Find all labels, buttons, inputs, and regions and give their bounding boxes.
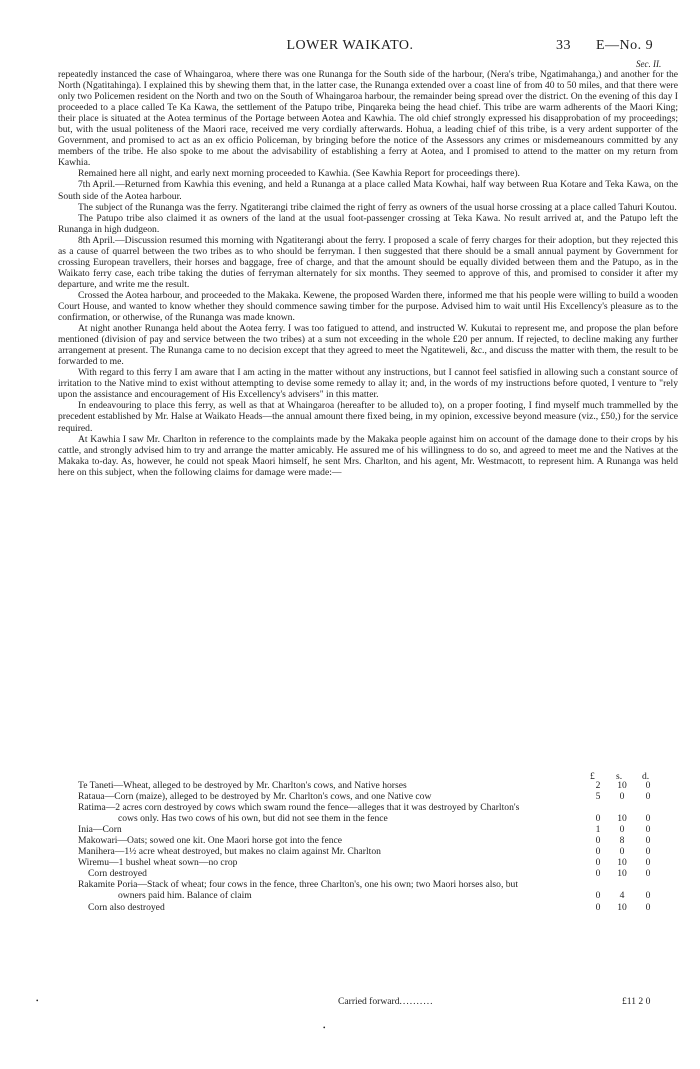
claim-shillings: 10 — [617, 813, 627, 825]
claim-pounds: 0 — [595, 890, 601, 902]
claim-pounds: 0 — [595, 813, 601, 825]
paragraph: At night another Runanga held about the Aotea ferry. I was too fatigued to attend, and instructed W. Kukutai to represent me, and propose the plan before mentioned (division of pay and service between the two tribes) at a sum not exceeding in the whole £20 per annum. If rejected, to decline making any further arrangement at present. The Runanga came to no decision except that they agreed to meet the Ngatiteweli, &c., and discuss the matter with them, the result to be forwarded to me. — [58, 323, 678, 368]
claim-description: Wiremu—1 bushel wheat sown—no crop — [78, 857, 238, 869]
document-reference: E—No. 9 — [596, 38, 654, 53]
bullet-mark: • — [36, 997, 39, 1005]
claim-description: Manihera—1½ acre wheat destroyed, but makes no claim against Mr. Charlton — [78, 846, 381, 858]
paragraph: Crossed the Aotea harbour, and proceeded to the Makaka. Kewene, the proposed Warden there, informed me that his people were willing to build a wooden Court House, and wanted to know whether they should commence sawing timber for the purpose. Advised him to wait until His Excellency's pleasure as to the confirmation, or otherwise, of the Runanga was made known. — [58, 289, 678, 324]
paragraph: The Patupo tribe also claimed it as owners of the land at the usual foot-passenger crossing at Teka Kawa. No result arrived at, and the Patupo left the Runanga in high dudgeon. — [58, 212, 678, 235]
claim-row — [58, 835, 678, 846]
shillings-header: s. — [616, 771, 623, 782]
claim-pence: 0 — [645, 780, 651, 791]
page-number: 33 — [556, 38, 571, 53]
paragraph: At Kawhia I saw Mr. Charlton in reference to the complaints made by the Makaka people against him on account of the damage done to their crops by his cattle, and strongly advised him to try and arrange the matter amicably. He assured me of his willingness to do so, and agreed to meet me and the Natives at the Makaka to-day. As, however, he could not speak Maori himself, he sent Mrs. Charlton, and his agent, Mr. Westmacott, to represent him. A Runanga was held here on this subject, when the following claims for damage were made:— — [58, 433, 678, 478]
pence-header: d. — [642, 771, 650, 782]
claim-amount — [590, 857, 678, 868]
claim-shillings: 0 — [619, 791, 625, 803]
claim-pounds: 0 — [595, 857, 601, 869]
paragraph: The subject of the Runanga was the ferry. Ngatiterangi tribe claimed the right of ferry as owners of the usual horse crossing at a place called Tahuri Koutou. — [78, 201, 677, 213]
claim-pence: 0 — [645, 824, 651, 836]
claim-description: Corn also destroyed — [88, 901, 165, 913]
claim-row — [58, 791, 678, 802]
claim-shillings: 0 — [619, 846, 625, 858]
claim-row — [58, 846, 678, 857]
paragraph: In endeavouring to place this ferry, as well as that at Whaingaroa (hereafter to be alluded to), on a proper footing, I find myself much trammelled by the precedent established by Mr. Halse at Waikato Heads—the annual amount there fixed being, in my opinion, excessive beyond measure (viz., £50,) for the service required. — [58, 400, 678, 434]
claim-row — [58, 857, 678, 868]
claim-row — [58, 780, 678, 791]
claim-pounds: 5 — [595, 791, 601, 803]
claim-description: Rataua—Corn (maize), alleged to be destroyed by Mr. Charlton's cows, and one Native cow — [78, 791, 432, 803]
claim-pounds: 0 — [595, 901, 601, 913]
claim-pence: 0 — [645, 846, 651, 858]
body-text — [58, 69, 678, 478]
claim-description: Ratima—2 acres corn destroyed by cows which swam round the fence—alleges that it was destroyed by Charlton's cows only. Has two cows of his own, but did not see them in the fence — [78, 802, 520, 825]
bullet-mark: • — [323, 1024, 326, 1032]
claim-shillings: 0 — [619, 824, 625, 836]
claim-description: Corn destroyed — [88, 868, 147, 880]
paragraph: 7th April.—Returned from Kawhia this evening, and held a Runanga at a place called Mata Kowhai, half way between Rua Kotare and Teka Kawa, on the South side of the Aotea harbour. — [58, 179, 678, 202]
claim-shillings: 4 — [619, 890, 625, 902]
claim-amount — [590, 868, 678, 879]
paragraph: With regard to this ferry I am aware that I am acting in the matter without any instructions, but I cannot feel satisfied in allowing such a constant source of irritation to the Native mind to exist without attempting to devise some remedy to allay it; and, in the words of my instructions before quoted, I venture to "rely upon the assistance and encouragement of His Excellency's advisers" in this matter. — [58, 367, 678, 401]
claim-amount — [590, 791, 678, 802]
claim-amount — [590, 902, 678, 913]
claim-shillings: 10 — [617, 780, 627, 791]
claim-description: Te Taneti—Wheat, alleged to be destroyed by Mr. Charlton's cows, and Native horses — [78, 780, 407, 791]
claim-pounds: 0 — [595, 868, 601, 880]
claim-shillings: 10 — [617, 868, 627, 880]
claim-pence: 0 — [645, 868, 651, 880]
claim-amount — [590, 891, 678, 902]
paragraph: 8th April.—Discussion resumed this morning with Ngatiterangi about the ferry. I proposed a scale of ferry charges for their adoption, but they rejected this as a cause of quarrel between the two tribes as to who should be ferryman. I then suggested that there should be a small annual payment by Government for crossing European travellers, their horses and baggage, free of charge, and that the amount should be equally divided between them and the Patupo, as in the Waikato ferry case, each tribe taking the duties of ferryman alternately for six months. They seemed to approve of this, and promised to consider it after my departure, and write me the result. — [58, 234, 678, 290]
claim-pounds: 0 — [595, 835, 601, 847]
claim-pounds: 2 — [595, 780, 601, 791]
section-label: Sec. II. — [636, 59, 662, 69]
claim-pounds: 0 — [595, 846, 601, 858]
claim-pence: 0 — [645, 835, 651, 847]
paragraph: Remained here all night, and early next morning proceeded to Kawhia. (See Kawhia Report for proceedings there). — [78, 168, 520, 180]
claim-shillings: 8 — [619, 835, 625, 847]
claim-pence: 0 — [645, 901, 651, 913]
claim-amount — [590, 780, 678, 791]
running-header — [0, 38, 700, 58]
paragraph: repeatedly instanced the case of Whaingaroa, where there was one Runanga for the South side of the harbour, (Nera's tribe, Ngatimahanga,) and another for the North (Ngatitahinga). I explained this by shewing them that, in the latter case, the Runanga extended over a coast line of from 40 to 50 miles, and that there were only two Policemen resident on the North and two on the South of Whaingaroa harbour, the remainder being spread over the district. On the evening of this day I proceeded to a place called Te Ka Kawa, the settlement of the Patupo tribe, Pinqareka being the head chief. This tribe are warm adherents of the Maori King; their place is situated at the Aotea terminus of the Portage between Aotea and Kawhia. The old chief strongly expressed his disapprobation of my proceedings; but, with the usual politeness of the Maori race, received me very cordially afterwards. Hohua, a leading chief of this tribe, is a very ardent supporter of the Government, and promised to act as an ex officio Policeman, by bringing before the notice of the Assessors any crimes or misdemeanours committed by any members of the tribe. He also spoke to me about the advisability of establishing a ferry at Aotea, and I promised to attend to the matter on my return from Kawhia. — [58, 69, 678, 169]
claim-amount — [590, 813, 678, 824]
claim-pence: 0 — [645, 813, 651, 825]
claim-amount — [590, 835, 678, 846]
claim-pounds: 1 — [595, 824, 601, 836]
claim-description: Makowari—Oats; sowed one kit. One Maori horse got into the fence — [78, 835, 343, 847]
claims-table — [58, 780, 678, 913]
claim-description: Rakamite Poria—Stack of wheat; four cows in the fence, three Charlton's, one his own; two Maori horses also, but owners paid him. Balance of claim — [78, 879, 519, 902]
page-title: LOWER WAIKATO. — [286, 38, 414, 53]
claim-shillings: 10 — [617, 857, 627, 869]
claim-pence: 0 — [645, 890, 651, 902]
pounds-header: £ — [590, 771, 595, 782]
carried-forward-label: Carried forward.......... — [338, 996, 434, 1007]
claim-row — [58, 879, 678, 901]
claim-amount — [590, 846, 678, 857]
claim-row — [58, 868, 678, 879]
claim-pence: 0 — [645, 857, 651, 869]
claim-row — [58, 824, 678, 835]
claim-row — [58, 802, 678, 824]
carried-forward-total: £11 2 0 — [622, 996, 651, 1007]
claim-shillings: 10 — [617, 901, 627, 913]
claim-row — [58, 902, 678, 913]
claim-pence: 0 — [645, 791, 651, 803]
claim-description: Inia—Corn — [78, 824, 122, 836]
claim-amount — [590, 824, 678, 835]
